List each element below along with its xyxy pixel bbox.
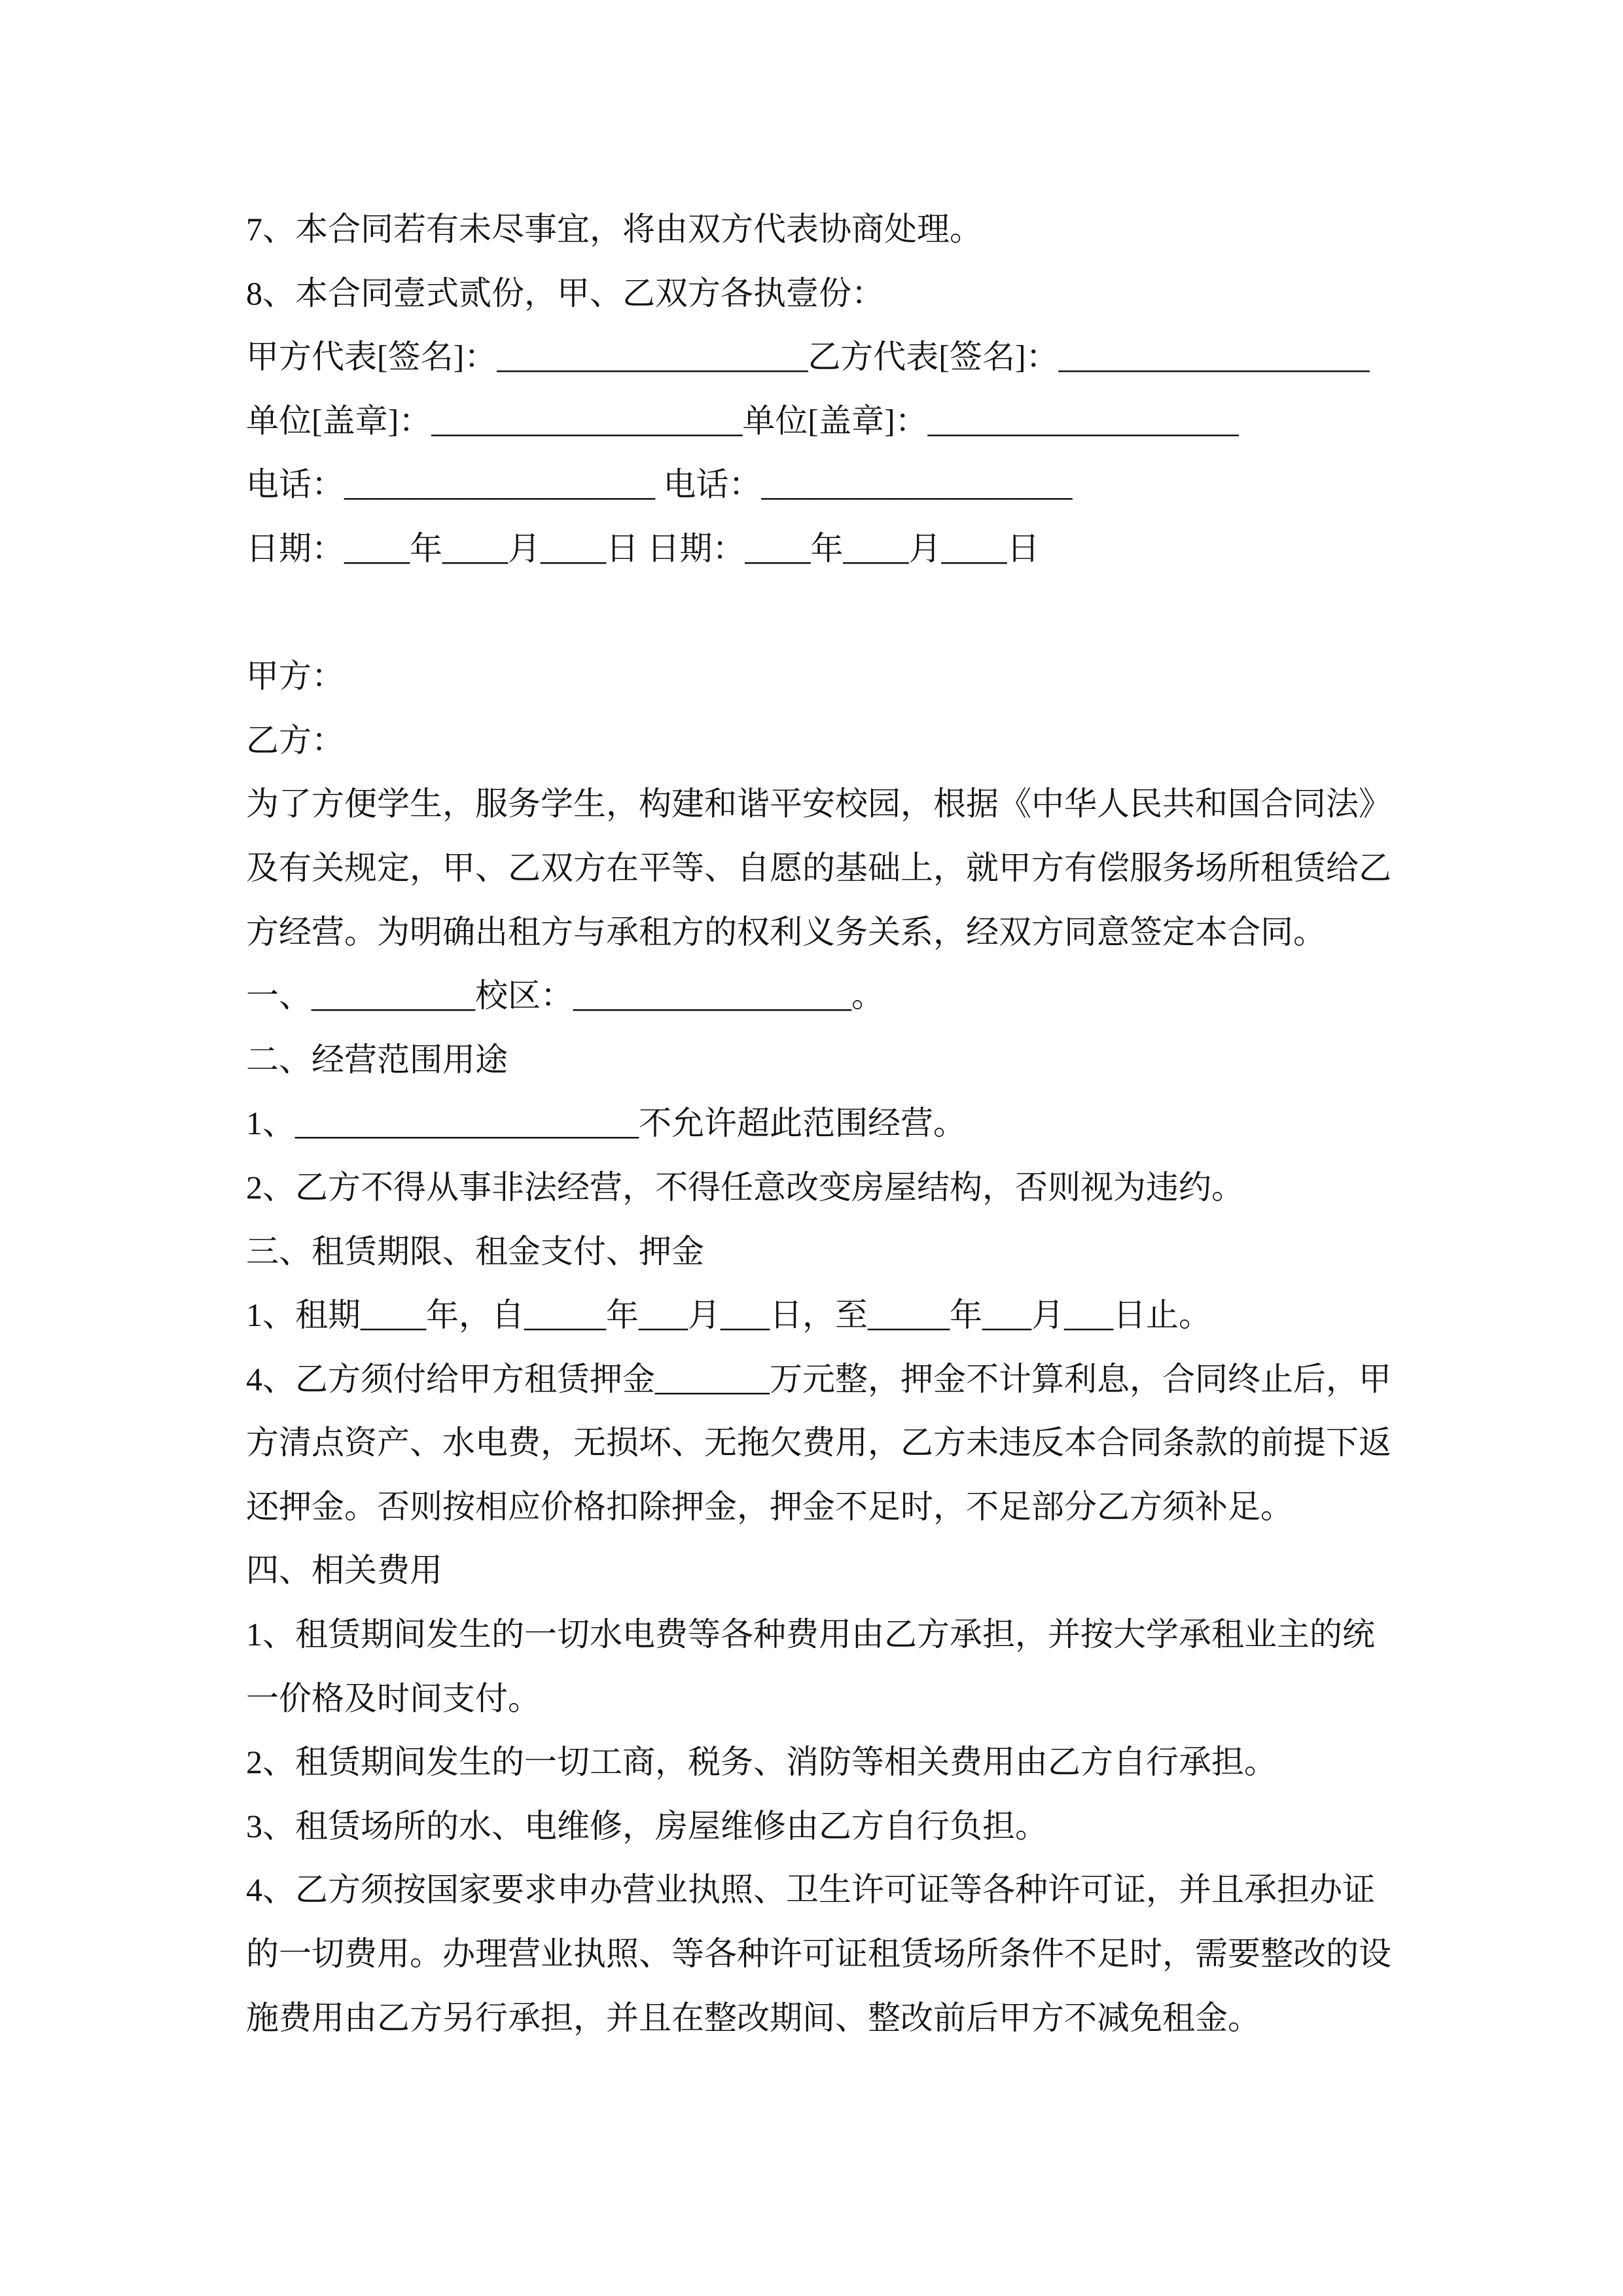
date-row (246, 517, 1398, 581)
day-label: 日 (1007, 529, 1040, 567)
party-b-phone-blank: ___________________ (761, 466, 1073, 503)
party-a-phone-blank: ___________________ (344, 466, 655, 503)
item-text: 不允许超此范围经营。 (639, 1105, 966, 1142)
party-b-unit-label: 单位[盖章]： (742, 402, 928, 439)
seal-row (246, 389, 1398, 454)
section-3-item-4 (246, 1348, 1398, 1412)
section-4-line: 1、租赁期间发生的一切水电费等各种费用由乙方承担，并按大学承租业主的统 (246, 1616, 1375, 1653)
section-4-title: 四、相关费用 (246, 1552, 442, 1589)
lease-term-label: 1、租期 (246, 1297, 361, 1334)
text: 万元整，押金不计算利息，合同终止后，甲 (770, 1360, 1391, 1397)
party-a-unit-label: 单位[盖章]： (246, 402, 432, 439)
party-b-rep-label: 乙方代表[签名]： (808, 338, 1059, 376)
party-b-phone-label: 电话： (663, 466, 762, 503)
section-4-line: 2、租赁期间发生的一切工商，税务、消防等相关费用由乙方自行承担。 (246, 1744, 1277, 1781)
end-day-blank: ___ (1064, 1297, 1113, 1334)
blank-line (246, 581, 1398, 645)
campus-name-blank: __________ (312, 977, 475, 1014)
section-4-line: 一价格及时间支付。 (246, 1679, 541, 1717)
start-year-blank: _____ (524, 1297, 606, 1334)
section-4-line: 4、乙方须按国家要求申办营业执照、卫生许可证等各种许可证，并且承担办证 (246, 1871, 1375, 1909)
text: 4、乙方须付给甲方租赁押金 (246, 1360, 655, 1397)
day-blank: ____ (941, 529, 1007, 567)
preamble-line: 方经营。为明确出租方与承租方的权利义务关系，经双方同意签定本合同。 (246, 913, 1326, 950)
end-year-blank: _____ (868, 1297, 950, 1334)
section-number: 一、 (246, 977, 312, 1014)
section-2-title: 二、经营范围用途 (246, 1041, 508, 1078)
section-2-item-2: 2、乙方不得从事非法经营，不得任意改变房屋结构，否则视为违约。 (246, 1168, 1244, 1206)
clause-7: 7、本合同若有未尽事宜，将由双方代表协商处理。 (246, 211, 982, 247)
end-month-blank: ___ (982, 1297, 1031, 1334)
start-month-blank: ___ (639, 1297, 688, 1334)
term-years-blank: ____ (361, 1297, 426, 1334)
text: 月 (1031, 1297, 1064, 1334)
month-blank: ____ (442, 529, 508, 567)
section-3-item-4-cont: 还押金。否则按相应价格扣除押金，押金不足时，不足部分乙方须补足。 (246, 1488, 1293, 1525)
party-a-rep-label: 甲方代表[签名]： (246, 338, 497, 376)
text: 日止。 (1113, 1297, 1211, 1334)
campus-label: 校区： (475, 977, 573, 1014)
party-b-date-label: 日期： (647, 529, 745, 567)
text: 年，自 (426, 1297, 524, 1334)
text: 年 (950, 1297, 982, 1334)
signature-row (246, 325, 1398, 389)
phone-row (246, 453, 1398, 517)
deposit-amount-blank: _______ (655, 1360, 770, 1397)
party-b-signature-blank: ___________________ (1058, 338, 1370, 376)
year-blank: ____ (745, 529, 811, 567)
campus-location-blank: _________________ (573, 977, 851, 1014)
separator (655, 466, 664, 503)
section-2-item-1 (246, 1092, 1398, 1156)
party-a-signature-blank: ___________________ (497, 338, 808, 376)
section-4-line: 3、租赁场所的水、电维修，房屋维修由乙方自行负担。 (246, 1807, 1048, 1844)
section-3-item-1 (246, 1283, 1398, 1348)
preamble-line: 及有关规定，甲、乙双方在平等、自愿的基础上，就甲方有偿服务场所租赁给乙 (246, 849, 1391, 886)
party-a-seal-blank: ___________________ (431, 402, 743, 439)
period: 。 (851, 977, 884, 1014)
text: 年 (606, 1297, 639, 1334)
year-label: 年 (410, 529, 442, 567)
section-1-campus (246, 964, 1398, 1028)
day-blank: ____ (541, 529, 606, 567)
day-label: 日 (606, 529, 647, 567)
business-scope-blank: _____________________ (295, 1105, 639, 1142)
year-blank: ____ (344, 529, 410, 567)
month-blank: ____ (843, 529, 909, 567)
section-4-line: 施费用由乙方另行承担，并且在整改期间、整改前后甲方不减免租金。 (246, 1999, 1260, 2036)
party-b-seal-blank: ___________________ (927, 402, 1239, 439)
text: 月 (688, 1297, 721, 1334)
start-day-blank: ___ (721, 1297, 770, 1334)
month-label: 月 (508, 529, 541, 567)
month-label: 月 (908, 529, 942, 567)
party-a-line: 甲方： (246, 658, 344, 695)
year-label: 年 (810, 529, 844, 567)
document-page (246, 198, 1398, 2050)
text: 日，至 (770, 1297, 868, 1334)
section-3-title: 三、租赁期限、租金支付、押金 (246, 1232, 704, 1270)
clause-8: 8、本合同壹式贰份，甲、乙双方各执壹份： (246, 274, 884, 312)
preamble-line: 为了方便学生，服务学生，构建和谐平安校园，根据《中华人民共和国合同法》 (246, 785, 1391, 823)
party-a-date-label: 日期： (246, 529, 344, 567)
party-b-line: 乙方： (246, 721, 344, 759)
section-4-line: 的一切费用。办理营业执照、等各种许可证租赁场所条件不足时，需要整改的设 (246, 1935, 1391, 1973)
item-number: 1、 (246, 1105, 295, 1142)
party-a-phone-label: 电话： (246, 466, 344, 503)
section-3-item-4-cont: 方清点资产、水电费，无损坏、无拖欠费用，乙方未违反本合同条款的前提下返 (246, 1424, 1391, 1462)
